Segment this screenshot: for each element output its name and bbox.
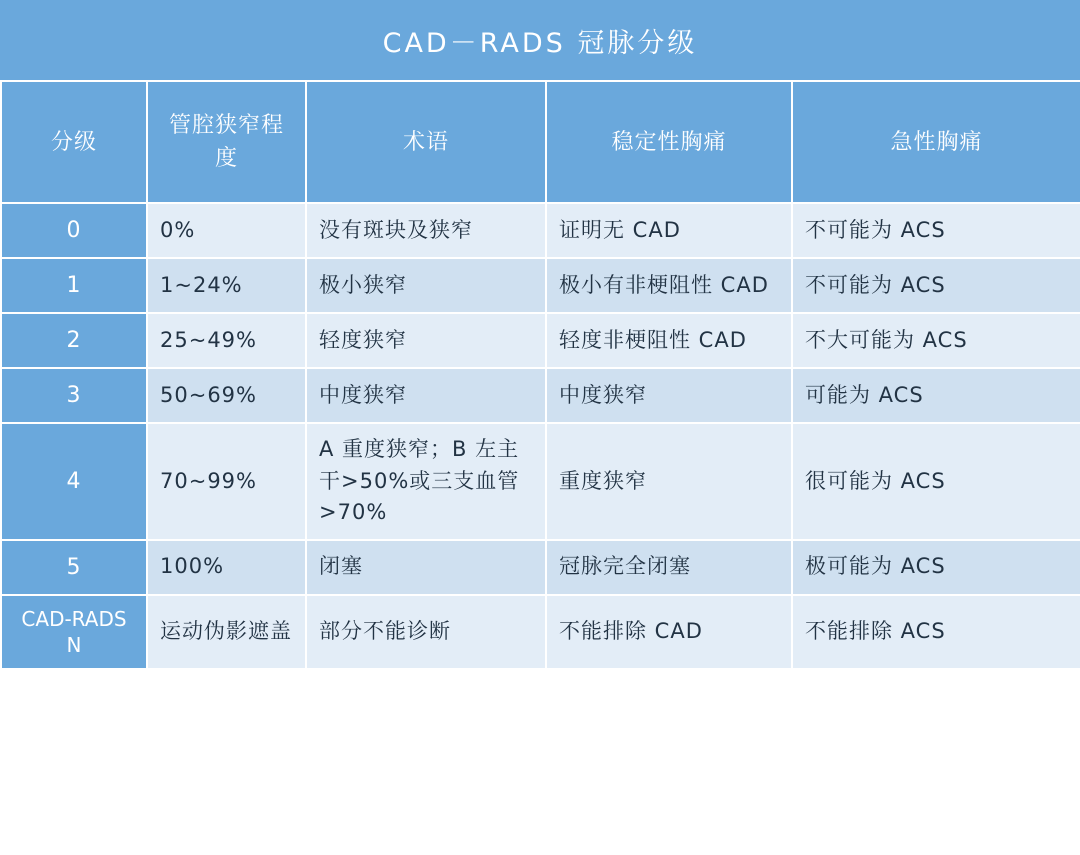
table-row — [1, 258, 1080, 313]
row-stable-chest-pain: 中度狭窄 — [546, 368, 792, 423]
table-row — [1, 368, 1080, 423]
cad-rads-grading-table — [0, 80, 1080, 670]
row-acute-chest-pain: 不大可能为 ACS — [792, 313, 1080, 368]
row-grade: 2 — [1, 313, 147, 368]
row-grade: 5 — [1, 540, 147, 595]
row-grade: CAD-RADS N — [1, 595, 147, 669]
table-row — [1, 423, 1080, 540]
table-header — [1, 81, 1080, 203]
row-term: 轻度狭窄 — [306, 313, 546, 368]
row-stable-chest-pain: 重度狭窄 — [546, 423, 792, 540]
row-term: A 重度狭窄；B 左主干>50%或三支血管>70% — [306, 423, 546, 540]
row-grade: 4 — [1, 423, 147, 540]
row-grade: 0 — [1, 203, 147, 258]
row-stable-chest-pain: 轻度非梗阻性 CAD — [546, 313, 792, 368]
table-body — [1, 203, 1080, 669]
column-header-stable-chest-pain: 稳定性胸痛 — [546, 81, 792, 203]
row-term: 部分不能诊断 — [306, 595, 546, 669]
column-header-term: 术语 — [306, 81, 546, 203]
row-term: 没有斑块及狭窄 — [306, 203, 546, 258]
column-header-acute-chest-pain: 急性胸痛 — [792, 81, 1080, 203]
row-grade: 1 — [1, 258, 147, 313]
row-acute-chest-pain: 不可能为 ACS — [792, 203, 1080, 258]
row-acute-chest-pain: 极可能为 ACS — [792, 540, 1080, 595]
row-stenosis: 运动伪影遮盖 — [147, 595, 306, 669]
row-term: 闭塞 — [306, 540, 546, 595]
table-row — [1, 203, 1080, 258]
row-acute-chest-pain: 不能排除 ACS — [792, 595, 1080, 669]
row-term: 中度狭窄 — [306, 368, 546, 423]
row-stenosis: 70~99% — [147, 423, 306, 540]
table-row — [1, 540, 1080, 595]
row-stable-chest-pain: 证明无 CAD — [546, 203, 792, 258]
column-header-stenosis: 管腔狭窄程度 — [147, 81, 306, 203]
row-stable-chest-pain: 冠脉完全闭塞 — [546, 540, 792, 595]
row-stenosis: 25~49% — [147, 313, 306, 368]
row-acute-chest-pain: 很可能为 ACS — [792, 423, 1080, 540]
row-acute-chest-pain: 不可能为 ACS — [792, 258, 1080, 313]
column-header-grade: 分级 — [1, 81, 147, 203]
table-row — [1, 595, 1080, 669]
row-grade: 3 — [1, 368, 147, 423]
table-header-row — [1, 81, 1080, 203]
row-stenosis: 1~24% — [147, 258, 306, 313]
row-stenosis: 0% — [147, 203, 306, 258]
row-term: 极小狭窄 — [306, 258, 546, 313]
row-stable-chest-pain: 极小有非梗阻性 CAD — [546, 258, 792, 313]
row-stenosis: 50~69% — [147, 368, 306, 423]
page-title: CAD－RADS 冠脉分级 — [0, 0, 1080, 80]
row-stable-chest-pain: 不能排除 CAD — [546, 595, 792, 669]
row-acute-chest-pain: 可能为 ACS — [792, 368, 1080, 423]
table-row — [1, 313, 1080, 368]
row-stenosis: 100% — [147, 540, 306, 595]
